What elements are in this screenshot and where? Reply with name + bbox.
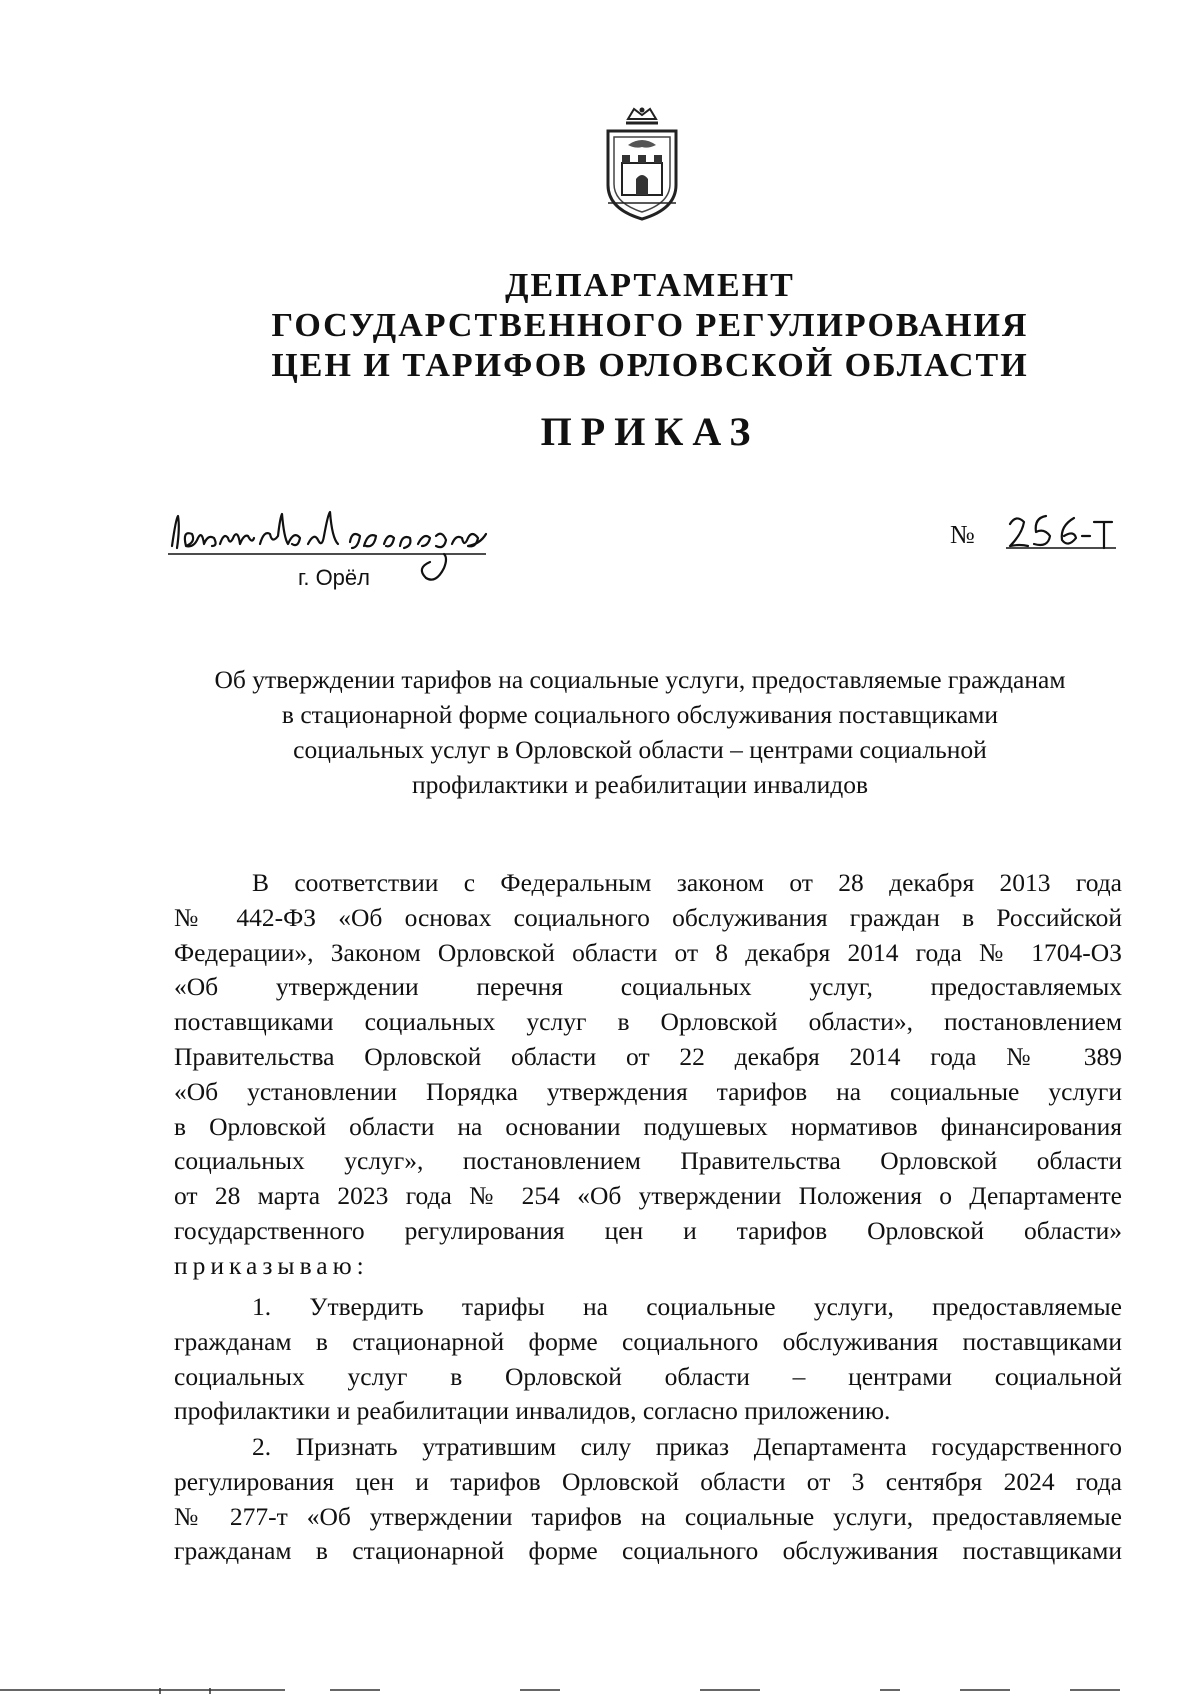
body-line: социальных услуг в Орловской области – центрами социальной bbox=[174, 1361, 1122, 1391]
subject-line: Об утверждении тарифов на социальные услуги, предоставляемые гражданам bbox=[214, 665, 1066, 694]
body-line: гражданам в стационарной форме социального обслуживания поставщиками bbox=[174, 1326, 1122, 1356]
body-line: Федерации», Законом Орловской области от 8 декабря 2014 года № 1704-ОЗ bbox=[174, 937, 1122, 967]
body-line: профилактики и реабилитации инвалидов, согласно приложению. bbox=[174, 1396, 891, 1426]
subject-line: в стационарной форме социального обслуживания поставщиками bbox=[281, 700, 999, 729]
body-line: № 277-т «Об утверждении тарифов на социальные услуги, предоставляемые bbox=[174, 1501, 1122, 1531]
body-line: «Об утверждении перечня социальных услуг, предоставляемых bbox=[174, 972, 1122, 1002]
document-type-title: ПРИКАЗ bbox=[540, 409, 760, 454]
preamble-paragraph bbox=[174, 866, 1122, 1284]
body-line: 1. Утвердить тарифы на социальные услуги, предоставляемые bbox=[252, 1292, 1122, 1321]
body-line: в Орловской области на основании подушевых нормативов финансирования bbox=[174, 1111, 1122, 1141]
scan-footer-line bbox=[0, 1688, 1200, 1694]
body-line: гражданам в стационарной форме социального обслуживания поставщиками bbox=[174, 1536, 1122, 1566]
department-name bbox=[150, 266, 1150, 386]
body-line: государственного регулирования цен и тарифов Орловской области» bbox=[174, 1215, 1122, 1245]
handwritten-order-number bbox=[1004, 508, 1116, 558]
department-name-line: ЦЕН И ТАРИФОВ ОРЛОВСКОЙ ОБЛАСТИ bbox=[271, 347, 1029, 384]
order-item-2 bbox=[174, 1430, 1122, 1569]
subject-line: социальных услуг в Орловской области – центрами социальной bbox=[293, 735, 987, 764]
body-line: № 442-ФЗ «Об основах социального обслуживания граждан в Российской bbox=[174, 902, 1122, 932]
document-subject bbox=[160, 662, 1120, 802]
department-name-line: ДЕПАРТАМЕНТ bbox=[505, 267, 795, 304]
body-line: Правительства Орловской области от 22 декабря 2014 года № 389 bbox=[174, 1041, 1122, 1071]
city-name: г. Орёл bbox=[298, 565, 370, 590]
coat-of-arms-icon bbox=[598, 105, 686, 223]
body-line: В соответствии с Федеральным законом от 28 декабря 2013 года bbox=[252, 868, 1122, 897]
body-line: 2. Признать утратившим силу приказ Департамента государственного bbox=[252, 1432, 1122, 1461]
body-line: регулирования цен и тарифов Орловской области от 3 сентября 2024 года bbox=[174, 1466, 1122, 1496]
department-name-line: ГОСУДАРСТВЕННОГО РЕГУЛИРОВАНИЯ bbox=[271, 307, 1029, 344]
body-line: от 28 марта 2023 года № 254 «Об утверждении Положения о Департаменте bbox=[174, 1181, 1122, 1211]
order-item-1 bbox=[174, 1290, 1122, 1429]
order-number-label: № bbox=[950, 520, 975, 549]
body-line: социальных услуг», постановлением Правительства Орловской области bbox=[174, 1146, 1122, 1176]
body-line: поставщиками социальных услуг в Орловской области», постановлением bbox=[174, 1007, 1122, 1037]
subject-line: профилактики и реабилитации инвалидов bbox=[411, 770, 869, 799]
body-line: «Об установлении Порядка утверждения тарифов на социальные услуги bbox=[174, 1076, 1122, 1106]
order-directive-word: приказываю: bbox=[174, 1250, 369, 1280]
